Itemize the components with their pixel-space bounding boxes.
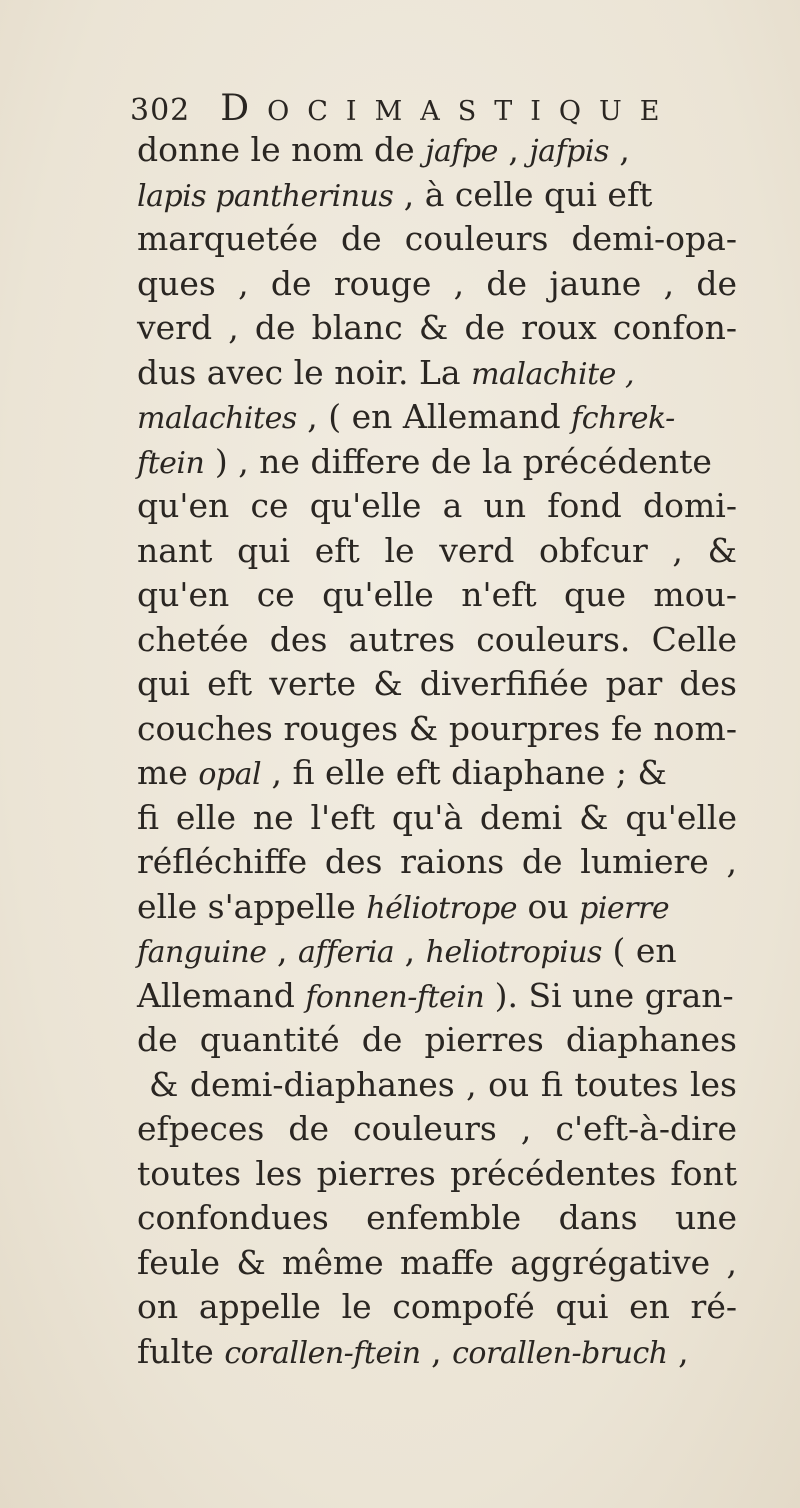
text-line bbox=[137, 1152, 737, 1197]
text-segment: , ( en Allemand bbox=[296, 397, 572, 436]
text-line bbox=[137, 1107, 737, 1152]
text-segment: ( en bbox=[601, 931, 677, 970]
text-segment: réfléchiffe des raions de lumiere , bbox=[137, 842, 737, 881]
text-segment: , fi elle eft diaphane ; & bbox=[261, 753, 667, 792]
text-segment: ). Si une gran- bbox=[484, 975, 734, 1015]
text-line bbox=[137, 662, 737, 707]
text-line bbox=[137, 707, 737, 752]
text-segment: marquetée de couleurs demi-opa- bbox=[137, 219, 737, 258]
italic-term: corallen-bruch bbox=[452, 1335, 668, 1371]
text-line bbox=[137, 796, 737, 841]
text-line bbox=[137, 1241, 737, 1286]
text-segment: chetée des autres couleurs. Celle bbox=[137, 619, 737, 659]
text-line bbox=[137, 929, 737, 974]
text-line bbox=[137, 885, 737, 930]
text-segment: verd , de blanc & de roux confon- bbox=[137, 308, 737, 347]
text-line bbox=[137, 1018, 737, 1063]
text-line bbox=[137, 173, 737, 218]
text-line bbox=[137, 440, 737, 485]
italic-term: afferia bbox=[298, 935, 395, 970]
text-segment: qui eft verte & diverfifiée par des bbox=[137, 664, 737, 703]
text-line bbox=[137, 840, 737, 885]
italic-term: héliotrope bbox=[366, 890, 517, 926]
text-line bbox=[137, 751, 737, 796]
text-segment: efpeces de couleurs , c'eft-à-dire bbox=[137, 1109, 737, 1148]
text-segment: , bbox=[667, 1331, 689, 1371]
italic-term: opal bbox=[198, 757, 262, 792]
text-segment: couches rouges & pourpres fe nom- bbox=[137, 708, 737, 748]
text-segment: fi elle ne l'eft qu'à demi & qu'elle bbox=[137, 797, 737, 837]
text-segment: nant qui eft le verd obfcur , & bbox=[137, 530, 737, 570]
text-line bbox=[137, 529, 737, 574]
text-line bbox=[137, 573, 737, 618]
text-segment: Allemand bbox=[137, 975, 306, 1015]
text-segment: confondues enfemble dans une bbox=[137, 1198, 737, 1237]
italic-term: fchrek- bbox=[571, 401, 675, 436]
text-line bbox=[137, 128, 737, 173]
page-number: 302 bbox=[130, 93, 191, 128]
text-segment: ou bbox=[517, 886, 580, 926]
text-segment: on appelle le compofé qui en ré- bbox=[137, 1287, 737, 1326]
italic-term: lapis pantherinus bbox=[137, 178, 394, 214]
italic-term: ftein bbox=[137, 445, 205, 481]
text-line bbox=[137, 351, 737, 396]
italic-term: malachites bbox=[137, 401, 297, 436]
running-title bbox=[220, 88, 677, 129]
text-segment: donne le nom de bbox=[137, 130, 426, 169]
text-segment: qu'en ce qu'elle n'eft que mou- bbox=[137, 575, 737, 614]
text-segment: fulte bbox=[137, 1331, 225, 1371]
text-segment: qu'en ce qu'elle a un fond domi- bbox=[137, 486, 737, 525]
italic-term: jafpe bbox=[425, 134, 498, 169]
italic-term: fonnen-ftein bbox=[305, 979, 485, 1015]
text-segment: me bbox=[137, 753, 199, 792]
text-line bbox=[137, 395, 737, 440]
italic-term: corallen-ftein bbox=[224, 1335, 421, 1371]
text-segment: , bbox=[420, 1331, 453, 1371]
running-title-initial: D bbox=[220, 88, 268, 129]
text-segment: feule & même maffe aggrégative , bbox=[137, 1242, 737, 1282]
text-line bbox=[137, 484, 737, 529]
text-segment: toutes les pierres précédentes font bbox=[137, 1153, 737, 1193]
text-line bbox=[137, 1063, 737, 1108]
italic-term: fanguine bbox=[137, 935, 267, 970]
italic-term: malachite , bbox=[471, 356, 634, 392]
text-segment: , bbox=[497, 130, 530, 169]
text-segment: dus avec le noir. La bbox=[137, 352, 472, 392]
text-segment: , bbox=[266, 931, 298, 970]
text-segment: & demi-diaphanes , ou fi toutes les bbox=[149, 1064, 737, 1104]
italic-term: jafpis bbox=[529, 134, 609, 169]
italic-term: heliotropius bbox=[425, 935, 602, 970]
text-segment: de quantité de pierres diaphanes bbox=[137, 1020, 737, 1059]
text-segment: ques , de rouge , de jaune , de bbox=[137, 263, 737, 303]
text-segment: elle s'appelle bbox=[137, 886, 367, 926]
italic-term: pierre bbox=[579, 890, 670, 926]
text-line bbox=[137, 217, 737, 262]
body-text bbox=[137, 128, 737, 1374]
text-line bbox=[137, 306, 737, 351]
text-line bbox=[137, 1330, 737, 1375]
text-segment: , bbox=[394, 931, 426, 970]
text-line bbox=[137, 262, 737, 307]
text-segment: ) , ne differe de la précédente bbox=[204, 441, 712, 481]
text-line bbox=[137, 1285, 737, 1330]
text-line bbox=[137, 618, 737, 663]
text-line bbox=[137, 974, 737, 1019]
text-segment: , bbox=[608, 130, 630, 169]
running-title-rest: OCIMASTIQUE bbox=[267, 96, 678, 127]
text-line bbox=[137, 1196, 737, 1241]
text-segment: , à celle qui eft bbox=[393, 174, 653, 214]
